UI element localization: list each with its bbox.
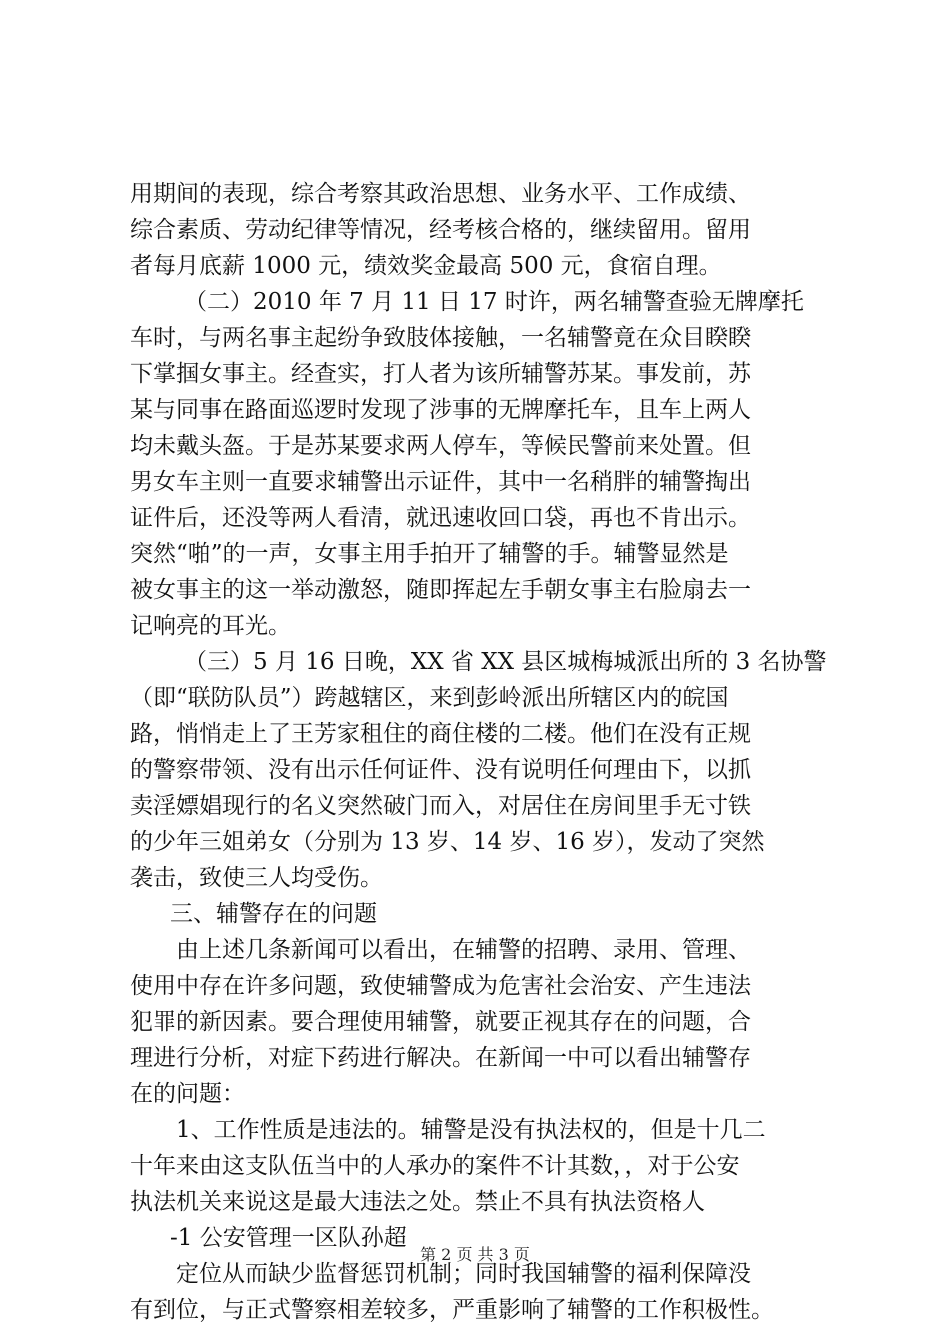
paragraph-start-line: 由上述几条新闻可以看出，在辅警的招聘、录用、管理、 [176, 937, 751, 963]
text-line: 用期间的表现，综合考察其政治思想、业务水平、工作成绩、 [130, 181, 751, 207]
text-line: 十年来由这支队伍当中的人承办的案件不计其数，，对于公安 [130, 1153, 740, 1179]
text-line: 的警察带领、没有出示任何证件、没有说明任何理由下，以抓 [130, 757, 751, 783]
paragraph-start-line: 定位从而缺少监督惩罚机制；同时我国辅警的福利保障没 [176, 1261, 751, 1287]
text-line: 使用中存在许多问题，致使辅警成为危害社会治安、产生违法 [130, 973, 751, 999]
text-line: 者每月底薪 1000 元，绩效奖金最高 500 元，食宿自理。 [130, 253, 722, 279]
text-line: 路，悄悄走上了王芳家租住的商住楼的二楼。他们在没有正规 [130, 721, 751, 747]
text-line: 记响亮的耳光。 [130, 613, 291, 639]
text-line: 犯罪的新因素。要合理使用辅警，就要正视其存在的问题，合 [130, 1009, 751, 1035]
paragraph-start-line: （二）2010 年 7 月 11 日 17 时许，两名辅警查验无牌摩托 [184, 289, 804, 315]
paragraph-start-line: （三）5 月 16 日晚，XX 省 XX 县区城梅城派出所的 3 名协警 [184, 649, 827, 675]
text-line: 在的问题： [130, 1081, 245, 1107]
text-line: 男女车主则一直要求辅警出示证件，其中一名稍胖的辅警掏出 [130, 469, 751, 495]
text-line: 有到位，与正式警察相差较多，严重影响了辅警的工作积极性。 [130, 1297, 774, 1323]
text-line: 均未戴头盔。于是苏某要求两人停车，等候民警前来处置。但 [130, 433, 751, 459]
text-line: 证件后，还没等两人看清，就迅速收回口袋，再也不肯出示。 [130, 505, 751, 531]
text-line: 车时，与两名事主起纷争致肢体接触，一名辅警竟在众目睽睽 [130, 325, 751, 351]
text-line: （即“联防队员”）跨越辖区，来到彭岭派出所辖区内的皖国 [130, 685, 729, 711]
text-line: 卖淫嫖娼现行的名义突然破门而入，对居住在房间里手无寸铁 [130, 793, 751, 819]
section-heading: 三、辅警存在的问题 [170, 901, 377, 927]
text-line: 的少年三姐弟女（分别为 13 岁、14 岁、16 岁），发动了突然 [130, 829, 765, 855]
author-note-line: -1 公安管理一区队孙超 [170, 1225, 407, 1251]
text-line: 理进行分析，对症下药进行解决。在新闻一中可以看出辅警存 [130, 1045, 751, 1071]
text-line: 被女事主的这一举动激怒，随即挥起左手朝女事主右脸扇去一 [130, 577, 751, 603]
paragraph-start-line: 1、工作性质是违法的。辅警是没有执法权的，但是十几二 [176, 1117, 766, 1143]
text-line: 综合素质、劳动纪律等情况，经考核合格的，继续留用。留用 [130, 217, 751, 243]
document-body [130, 176, 850, 1328]
text-line: 某与同事在路面巡逻时发现了涉事的无牌摩托车，且车上两人 [130, 397, 751, 423]
page-footer: 第 2 页 共 3 页 [420, 1245, 530, 1264]
text-line: 执法机关来说这是最大违法之处。禁止不具有执法资格人 [130, 1189, 705, 1215]
text-line: 突然“啪”的一声，女事主用手拍开了辅警的手。辅警显然是 [130, 541, 729, 567]
text-line: 袭击，致使三人均受伤。 [130, 865, 383, 891]
text-line: 下掌掴女事主。经查实，打人者为该所辅警苏某。事发前，苏 [130, 361, 751, 387]
